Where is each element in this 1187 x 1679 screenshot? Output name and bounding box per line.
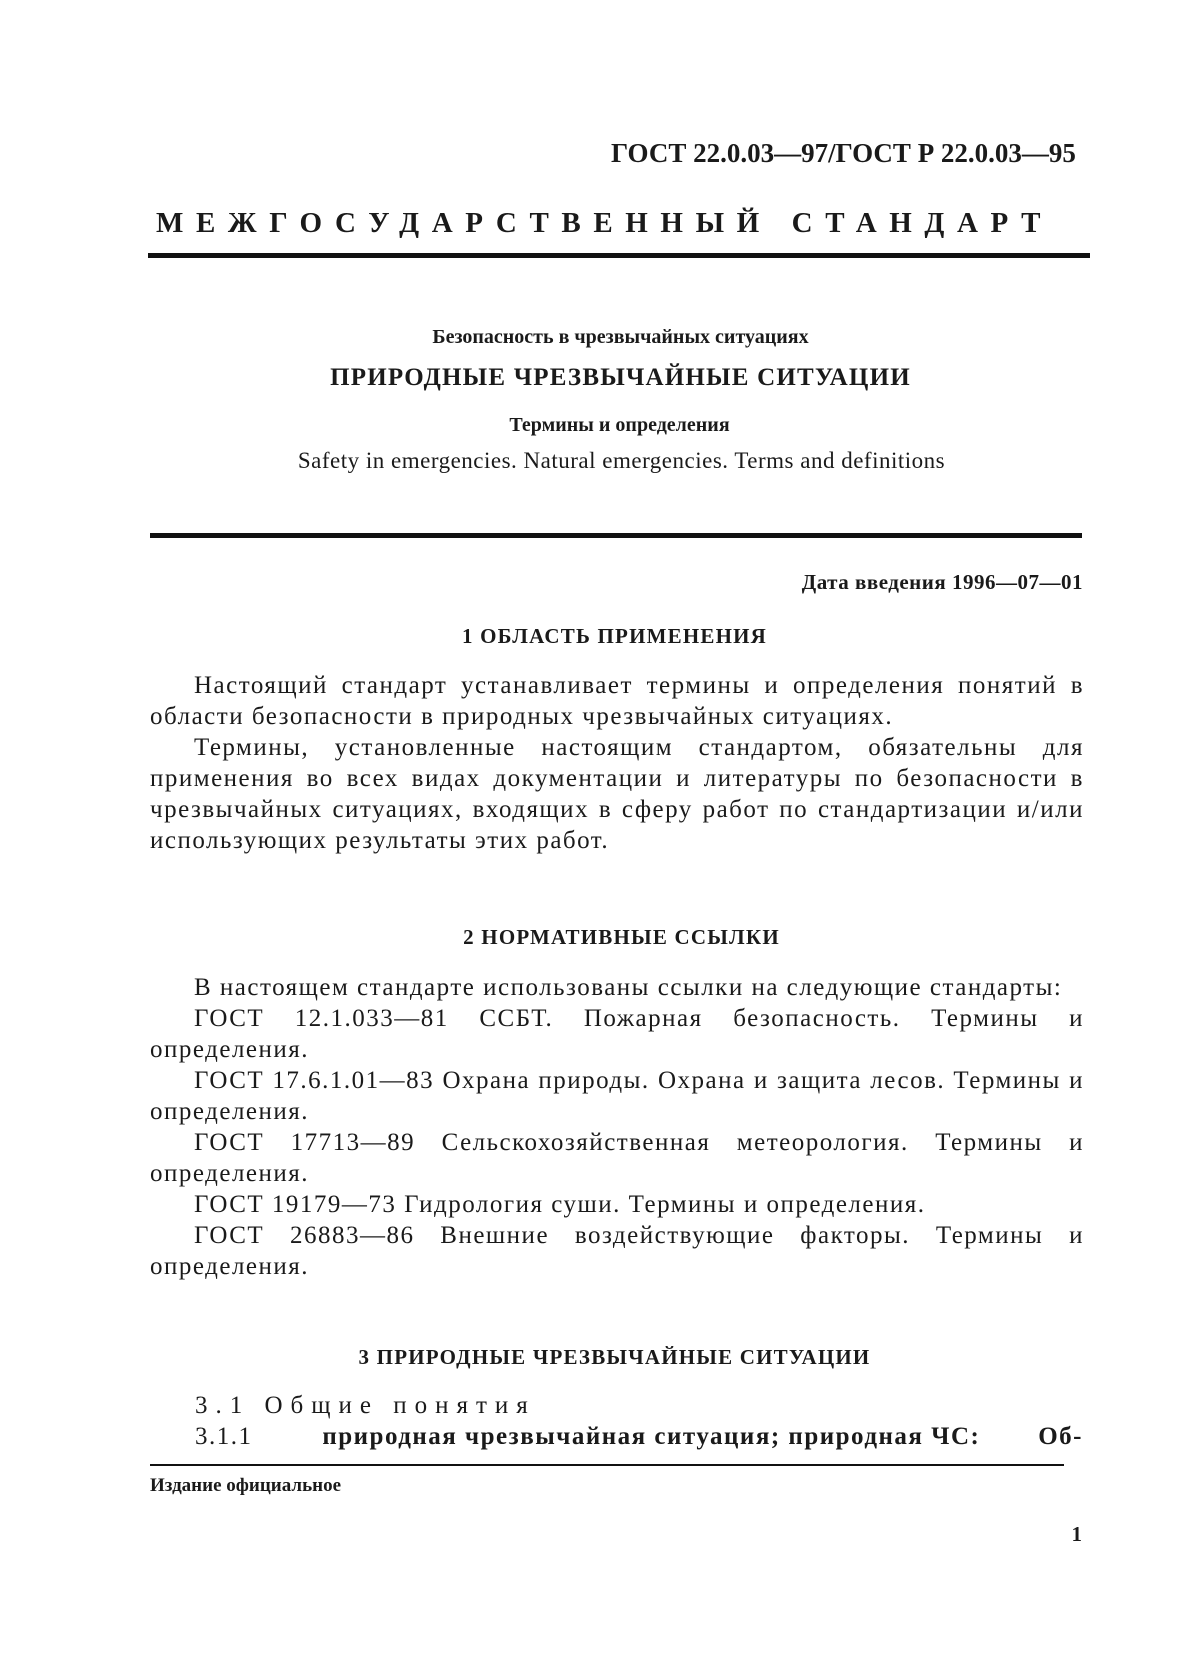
term-continuation: Об- xyxy=(1038,1423,1083,1450)
document-title: ПРИРОДНЫЕ ЧРЕЗВЫЧАЙНЫЕ СИТУАЦИИ xyxy=(330,364,911,391)
section-2-heading: 2 НОРМАТИВНЫЕ ССЫЛКИ xyxy=(463,925,780,949)
term-number: 3.1.1 xyxy=(195,1423,253,1450)
term-name: природная чрезвычайная ситуация; природная ЧС: xyxy=(322,1423,981,1450)
reference-item: ГОСТ 17.6.1.01—83 Охрана природы. Охрана и защита лесов. Термины и определения. xyxy=(150,1067,1084,1125)
term-item xyxy=(195,1423,1083,1451)
english-title: Safety in emergencies. Natural emergencies. Terms and definitions xyxy=(297,448,946,473)
terms-subtitle: Термины и определения xyxy=(509,414,730,436)
references-intro: В настоящем стандарте использованы ссылки на следующие стандарты: xyxy=(194,974,1063,1001)
standard-banner: МЕЖГОСУДАРСТВЕННЫЙ СТАНДАРТ xyxy=(156,207,1054,239)
reference-item: ГОСТ 19179—73 Гидрология суши. Термины и определения. xyxy=(194,1191,926,1218)
subtitle: Безопасность в чрезвычайных ситуациях xyxy=(432,326,809,348)
section-1-body xyxy=(150,670,1084,856)
section-3-heading: 3 ПРИРОДНЫЕ ЧРЕЗВЫЧАЙНЫЕ СИТУАЦИИ xyxy=(358,1345,871,1369)
section-1-paragraph: Настоящий стандарт устанавливает термины и определения понятий в области безопасности в природных чрезвычайных ситуациях. xyxy=(150,672,1084,730)
footer-rule xyxy=(150,1464,1064,1466)
section-1-heading: 1 ОБЛАСТЬ ПРИМЕНЕНИЯ xyxy=(461,624,768,648)
section-1-paragraph: Термины, установленные настоящим стандартом, обязательны для применения во всех видах документации и литературы по безопасности в чрезвычайных ситуациях, входящих в сферу работ по стандартизации и/или использующих результаты этих работ. xyxy=(150,734,1084,854)
introduction-date: Дата введения 1996—07—01 xyxy=(801,570,1083,594)
reference-item: ГОСТ 26883—86 Внешние воздействующие факторы. Термины и определения. xyxy=(150,1222,1084,1280)
edition-note: Издание официальное xyxy=(150,1475,342,1496)
references-list xyxy=(150,972,1084,1282)
document-code: ГОСТ 22.0.03—97/ГОСТ Р 22.0.03—95 xyxy=(611,138,1076,168)
reference-item: ГОСТ 12.1.033—81 ССБТ. Пожарная безопасность. Термины и определения. xyxy=(150,1005,1084,1063)
page-number: 1 xyxy=(1071,1522,1082,1546)
header-rule xyxy=(148,253,1090,258)
reference-item: ГОСТ 17713—89 Сельскохозяйственная метеорология. Термины и определения. xyxy=(150,1129,1084,1187)
subsection-heading: 3.1 Общие понятия xyxy=(195,1392,536,1419)
title-rule xyxy=(150,533,1082,538)
